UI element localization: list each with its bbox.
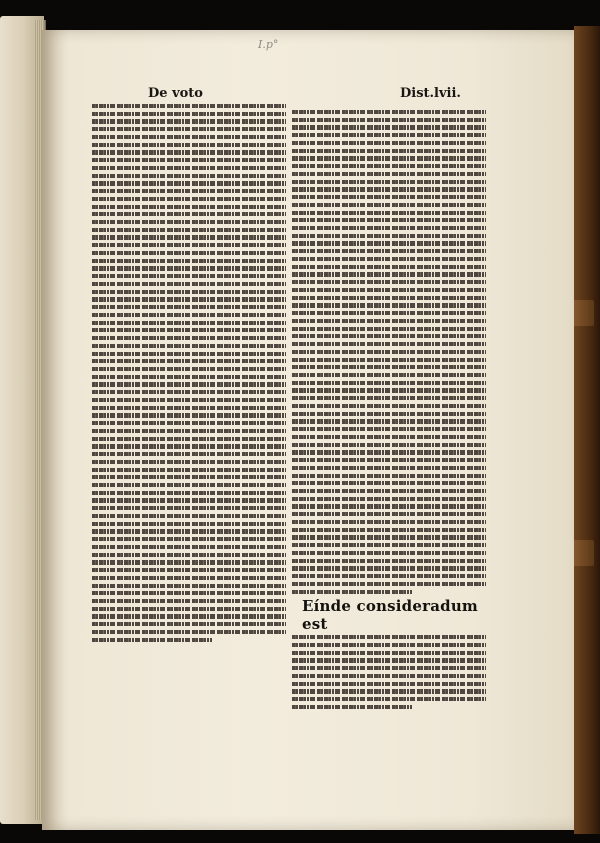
text-line xyxy=(92,560,286,564)
text-line xyxy=(92,104,286,108)
text-line xyxy=(92,375,286,379)
text-line xyxy=(292,489,486,493)
text-block-lower xyxy=(292,635,486,709)
text-line xyxy=(292,342,486,346)
text-line xyxy=(92,398,286,402)
text-line xyxy=(292,528,486,532)
book-cover-edge xyxy=(574,26,600,834)
text-line xyxy=(292,257,486,261)
text-line xyxy=(292,365,486,369)
text-line xyxy=(92,584,286,588)
text-column-left xyxy=(92,104,286,645)
text-line xyxy=(292,358,486,362)
text-line xyxy=(92,127,286,131)
text-line xyxy=(92,344,286,348)
text-line xyxy=(292,288,486,292)
text-line xyxy=(92,498,286,502)
text-line xyxy=(92,135,286,139)
text-line xyxy=(292,427,486,431)
text-line xyxy=(92,328,286,332)
text-line xyxy=(292,180,486,184)
text-line xyxy=(292,504,486,508)
text-line xyxy=(292,133,486,137)
text-line xyxy=(292,689,486,693)
text-line xyxy=(92,382,286,386)
text-line xyxy=(292,396,486,400)
text-line xyxy=(292,319,486,323)
text-line xyxy=(92,197,286,201)
text-line xyxy=(292,265,486,269)
text-line xyxy=(292,705,412,709)
text-line xyxy=(292,280,486,284)
text-line xyxy=(292,311,486,315)
text-line xyxy=(292,682,486,686)
text-line xyxy=(92,607,286,611)
text-line xyxy=(92,522,286,526)
text-line xyxy=(92,622,286,626)
text-line xyxy=(92,638,212,642)
text-line xyxy=(92,491,286,495)
text-line xyxy=(92,421,286,425)
text-line xyxy=(292,187,486,191)
text-line xyxy=(92,274,286,278)
text-line xyxy=(292,582,486,586)
text-line xyxy=(92,537,286,541)
text-line xyxy=(92,251,286,255)
text-line xyxy=(292,388,486,392)
text-line xyxy=(292,241,486,245)
text-line xyxy=(292,156,486,160)
text-line xyxy=(292,234,486,238)
text-line xyxy=(92,282,286,286)
text-line xyxy=(92,305,286,309)
text-line xyxy=(292,443,486,447)
text-line xyxy=(92,143,286,147)
text-line xyxy=(92,220,286,224)
text-line xyxy=(292,535,486,539)
text-line xyxy=(292,543,486,547)
text-line xyxy=(292,450,486,454)
text-line xyxy=(292,195,486,199)
text-line xyxy=(92,189,286,193)
text-line xyxy=(292,566,486,570)
text-line xyxy=(92,506,286,510)
text-line xyxy=(292,674,486,678)
text-line xyxy=(292,110,486,114)
text-line xyxy=(92,205,286,209)
text-line xyxy=(292,474,486,478)
text-line xyxy=(92,313,286,317)
text-line xyxy=(92,452,286,456)
text-line xyxy=(92,390,286,394)
text-line xyxy=(92,243,286,247)
text-line xyxy=(92,568,286,572)
text-line xyxy=(92,614,286,618)
text-line xyxy=(292,643,486,647)
text-line xyxy=(92,599,286,603)
text-line xyxy=(292,481,486,485)
text-line xyxy=(92,266,286,270)
text-line xyxy=(292,118,486,122)
text-line xyxy=(292,590,412,594)
text-line xyxy=(292,458,486,462)
text-line xyxy=(292,559,486,563)
text-line xyxy=(92,576,286,580)
text-line xyxy=(92,297,286,301)
text-line xyxy=(292,497,486,501)
pencil-note: I.p° xyxy=(258,38,279,51)
text-line xyxy=(292,404,486,408)
text-line xyxy=(292,574,486,578)
text-line xyxy=(292,211,486,215)
text-line xyxy=(292,697,486,701)
text-block-upper xyxy=(292,110,486,594)
text-line xyxy=(92,150,286,154)
text-line xyxy=(92,468,286,472)
text-line xyxy=(92,437,286,441)
text-line xyxy=(292,125,486,129)
text-line xyxy=(292,373,486,377)
text-line xyxy=(92,112,286,116)
text-column-right xyxy=(292,110,486,713)
text-line xyxy=(92,336,286,340)
text-line xyxy=(292,303,486,307)
text-line xyxy=(92,406,286,410)
text-line xyxy=(292,551,486,555)
text-line xyxy=(292,203,486,207)
text-line xyxy=(292,435,486,439)
text-line xyxy=(292,249,486,253)
text-line xyxy=(92,181,286,185)
text-line xyxy=(292,141,486,145)
text-line xyxy=(292,164,486,168)
text-line xyxy=(92,475,286,479)
text-line xyxy=(92,591,286,595)
text-line xyxy=(292,666,486,670)
text-line xyxy=(292,272,486,276)
text-line xyxy=(92,119,286,123)
text-line xyxy=(92,212,286,216)
running-head-right: Dist.lvii. xyxy=(400,86,461,101)
section-heading: Eínde consideradum est xyxy=(302,597,478,634)
text-line xyxy=(92,514,286,518)
text-line xyxy=(92,367,286,371)
text-line xyxy=(92,158,286,162)
text-line xyxy=(292,658,486,662)
text-line xyxy=(92,228,286,232)
clasp-upper xyxy=(572,300,594,326)
text-line xyxy=(292,149,486,153)
text-line xyxy=(92,529,286,533)
text-line xyxy=(92,545,286,549)
running-head-left: De voto xyxy=(148,86,203,101)
text-line xyxy=(92,359,286,363)
text-line xyxy=(292,419,486,423)
text-line xyxy=(92,235,286,239)
text-line xyxy=(92,429,286,433)
text-line xyxy=(92,166,286,170)
text-line xyxy=(92,444,286,448)
text-line xyxy=(292,512,486,516)
text-line xyxy=(292,350,486,354)
text-line xyxy=(292,381,486,385)
text-line xyxy=(292,466,486,470)
text-line xyxy=(292,651,486,655)
clasp-lower xyxy=(572,540,594,566)
text-line xyxy=(92,630,286,634)
text-line xyxy=(292,412,486,416)
text-line xyxy=(292,520,486,524)
text-line xyxy=(292,218,486,222)
text-line xyxy=(92,483,286,487)
text-line xyxy=(292,172,486,176)
text-line xyxy=(92,460,286,464)
text-line xyxy=(92,321,286,325)
text-line xyxy=(92,174,286,178)
text-line xyxy=(92,553,286,557)
text-line xyxy=(92,352,286,356)
text-line xyxy=(292,635,486,639)
text-line xyxy=(292,327,486,331)
text-line xyxy=(92,290,286,294)
text-line xyxy=(292,226,486,230)
text-line xyxy=(92,413,286,417)
text-line xyxy=(292,296,486,300)
text-line xyxy=(292,334,486,338)
text-line xyxy=(92,259,286,263)
